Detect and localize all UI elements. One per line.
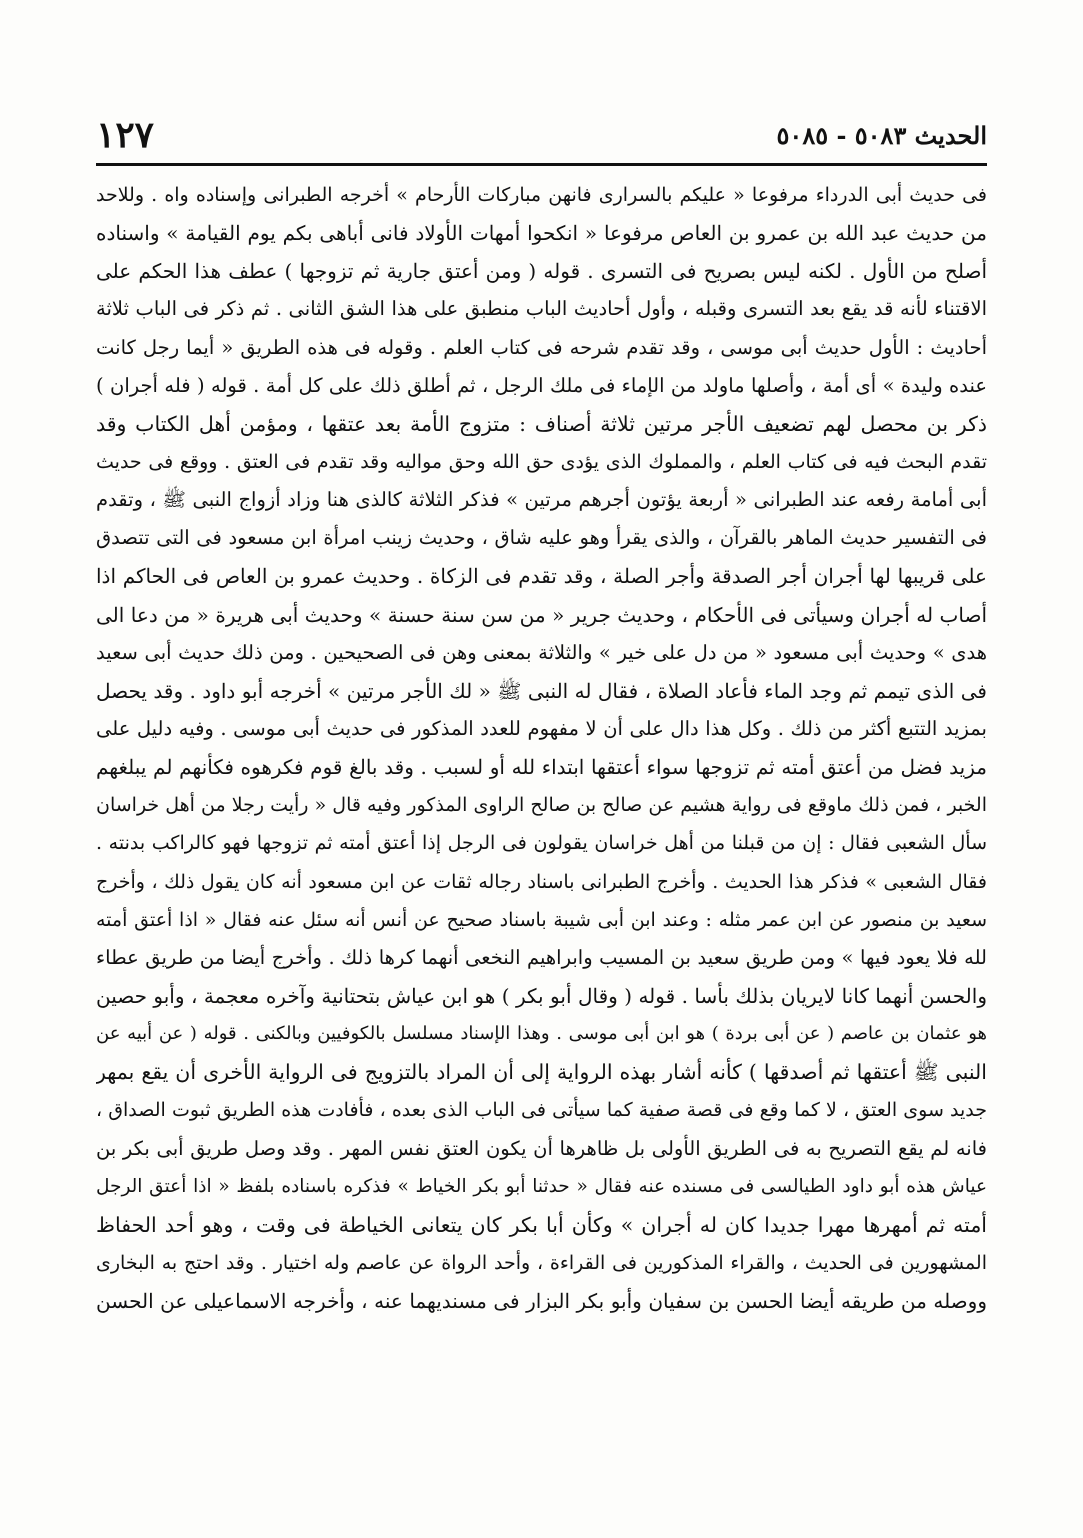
text-line: لله فلا يعود فيها » ومن طريق سعيد بن المسيب وابراهيم النخعى أنهما كرها ذلك . وأخرج أيضا من طريق عطاء	[96, 945, 987, 969]
text-line: هو عثمان بن عاصم ( عن أبى بردة ) هو ابن أبى موسى . وهذا الإسناد مسلسل بالكوفيين وبالكنى . قوله ( عن أبيه عن	[96, 1023, 987, 1045]
text-line: عنده وليدة » أى أمة ، وأصلها ماولد من الإماء فى ملك الرجل ، ثم أطلق ذلك على كل أمة . قوله ( فله أجران )	[96, 373, 987, 397]
text-line: تقدم البحث فيه فى كتاب العلم ، والمملوك الذى يؤدى حق الله وحق مواليه وقد تقدم فى العتق . ووقع فى حديث	[96, 450, 987, 473]
text-line: جديد سوى العتق ، لا كما وقع فى قصة صفية كما سيأتى فى الباب الذى بعده ، فأفادت هذه الطريق ثبوت الصداق ،	[96, 1099, 987, 1122]
text-line: فى التفسير حديث الماهر بالقرآن ، والذى يقرأ وهو عليه شاق ، وحديث زينب امرأة ابن مسعود فى التى تتصدق	[96, 526, 987, 550]
text-line: على قريبها لها أجران أجر الصدقة وأجر الصلة ، وقد تقدم فى الزكاة . وحديث عمرو بن العاص فى الحاكم اذا	[96, 564, 987, 589]
header-rule	[96, 163, 987, 166]
text-line: والحسن أنهما كانا لايريان بذلك بأسا . قوله ( وقال أبو بكر ) هو ابن عياش بتحتانية وآخره معجمة ، وأبو حصين	[96, 983, 987, 1008]
text-line: عياش هذه أبو داود الطيالسى فى مسنده عنه فقال « حدثنا أبو بكر الخياط » فذكره باسناده بلفظ « اذا أعتق الرجل	[96, 1175, 987, 1197]
text-line: النبى ﷺ أعتقها ثم أصدقها ) كأنه أشار بهذه الرواية إلى أن المراد بالتزويج فى الرواية الأخرى أن يقع بمهر	[96, 1060, 987, 1085]
text-line: الخبر ، فمن ذلك ماوقع فى رواية هشيم عن صالح بن صالح الراوى المذكور وفيه قال « رأيت رجلا من أهل خراسان	[96, 794, 987, 817]
text-line: فى الذى تيمم ثم وجد الماء فأعاد الصلاة ، فقال له النبى ﷺ « لك الأجر مرتين » أخرجه أبو داود . وقد يحصل	[96, 678, 987, 703]
text-line: أصلح من الأول . لكنه ليس بصريح فى التسرى . قوله ( ومن أعتق جارية ثم تزوجها ) عطف هذا الحكم على	[96, 259, 987, 284]
text-line: هدى » وحديث أبى مسعود « من دل على خير » والثلاثة بمعنى وهن فى الصحيحين . ومن ذلك حديث أبى سعيد	[96, 640, 987, 664]
text-line: أبى أمامة رفعه عند الطبرانى « أربعة يؤتون أجرهم مرتين » فذكر الثلاثة كالذى هنا وزاد أزواج النبى ﷺ ، وتقدم	[96, 488, 987, 512]
text-line: أمته ثم أمهرها مهرا جديدا كان له أجران » وكأن أبا بكر كان يتعانى الخياطة فى وقت ، وهو أحد الحفاظ	[96, 1212, 987, 1237]
text-line: فى حديث أبى الدرداء مرفوعا « عليكم بالسرارى فانهن مباركات الأرحام » أخرجه الطبرانى وإسناده واه . وللاحد	[96, 184, 987, 206]
text-line: سعيد بن منصور عن ابن عمر مثله : وعند ابن أبى شيبة باسناد صحيح عن أنس أنه سئل عنه فقال « اذا أعتق أمته	[96, 908, 987, 931]
text-line: من حديث عبد الله بن عمرو بن العاص مرفوعا « انكحوا أمهات الأولاد فانى أباهى بكم يوم القيامة » واسناده	[96, 221, 987, 246]
text-line: سأل الشعبى فقال : إن من قبلنا من أهل خراسان يقولون فى الرجل إذا أعتق أمته ثم تزوجها فهو كالراكب بدنته .	[96, 832, 987, 855]
running-head: الحديث ٥٠٨٣ - ٥٠٨٥	[776, 121, 987, 150]
text-line: أحاديث : الأول حديث أبى موسى ، وقد تقدم شرحه فى كتاب العلم . وقوله فى هذه الطريق « أيما رجل كانت	[96, 335, 987, 359]
text-line: ووصله من طريقه أيضا الحسن بن سفيان وأبو بكر البزار فى مسنديهما عنه ، وأخرجه الاسماعيلى عن الحسن	[96, 1289, 987, 1314]
text-line: بمزيد التتبع أكثر من ذلك . وكل هذا دال على أن لا مفهوم للعدد المذكور فى حديث أبى موسى . وفيه دليل على	[96, 716, 987, 740]
text-line: أصاب له أجران وسيأتى فى الأحكام ، وحديث جرير « من سن سنة حسنة » وحديث أبى هريرة « من دعا الى	[96, 602, 987, 627]
text-line: فانه لم يقع التصريح به فى الطريق الأولى بل ظاهرها أن يكون العتق نفس المهر . وقد وصل طريق أبى بكر بن	[96, 1136, 987, 1160]
text-line: ذكر بن محصل لهم تضعيف الأجر مرتين ثلاثة أصناف : متزوج الأمة بعد عتقها ، ومؤمن أهل الكتاب وقد	[96, 411, 987, 436]
text-line: الاقتناء لأنه قد يقع بعد التسرى وقبله ، وأول أحاديث الباب منطبق على هذا الشق الثانى . ثم ذكر فى الباب ثلاثة	[96, 297, 987, 321]
page-header	[96, 112, 987, 158]
text-line: المشهورين فى الحديث ، والقراء المذكورين فى القراءة ، وأحد الرواة عن عاصم وله اختيار . وقد احتج به البخارى	[96, 1251, 987, 1274]
page-number: ١٢٧	[96, 114, 155, 156]
text-line: مزيد فضل من أعتق أمته ثم تزوجها سواء أعتقها ابتداء لله أو لسبب . وقد بالغ قوم فكرهوه فكأنهم لم يبلغهم	[96, 755, 987, 780]
text-line: فقال الشعبى » فذكر هذا الحديث . وأخرج الطبرانى باسناد رجاله ثقات عن ابن مسعود أنه كان يقول ذلك ، وأخرج	[96, 870, 987, 893]
body-text	[96, 176, 987, 1320]
